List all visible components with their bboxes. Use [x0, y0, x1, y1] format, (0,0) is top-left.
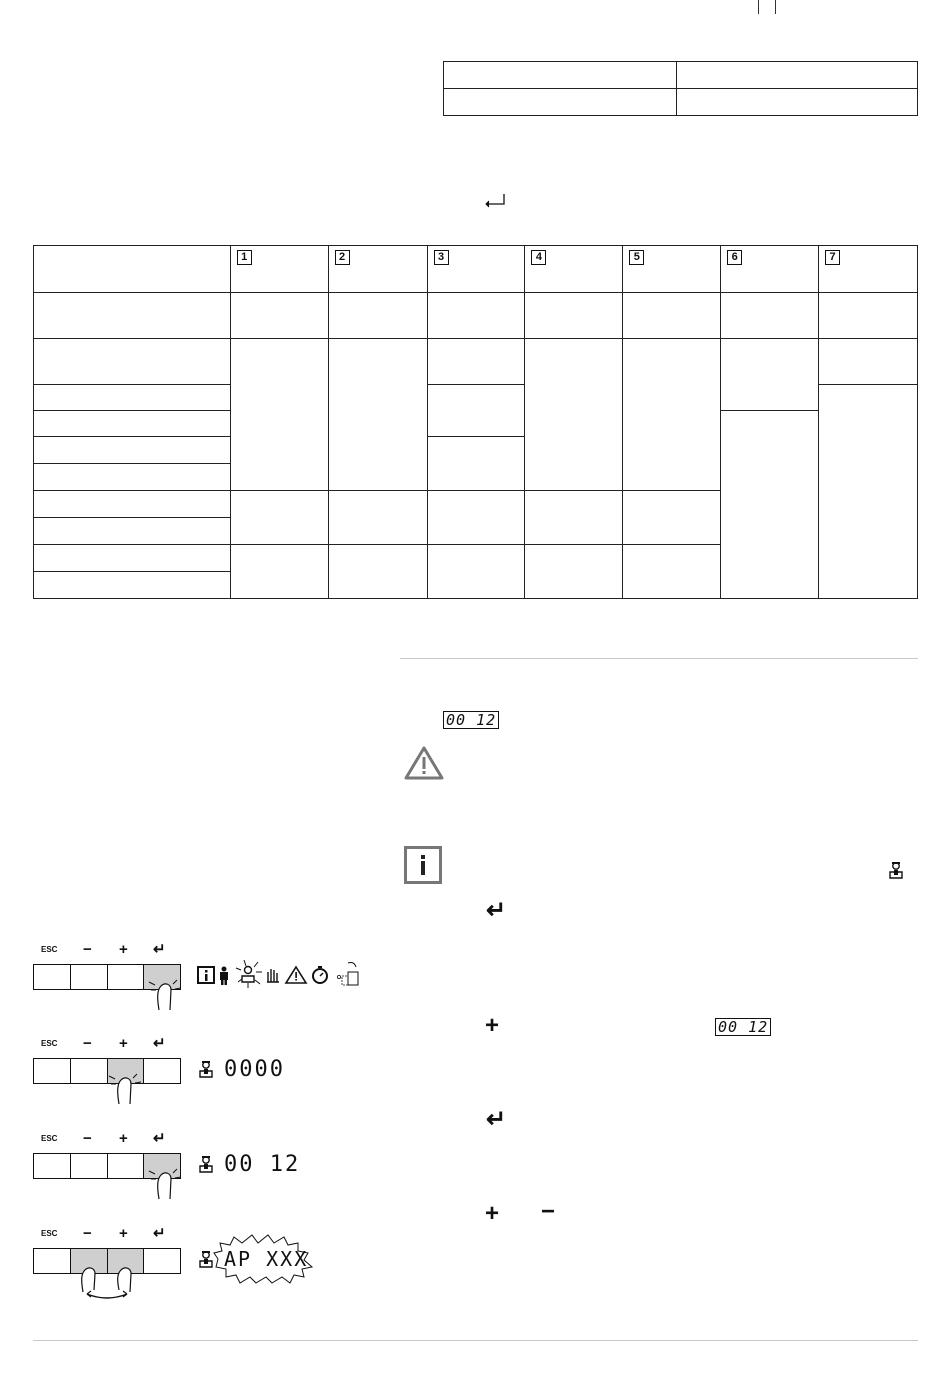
esc-key-label: ESC — [41, 945, 58, 954]
column-number: 6 — [727, 250, 742, 265]
column-number: 1 — [237, 250, 252, 265]
two-finger-press-icon — [73, 1252, 145, 1300]
code-display: AP XXX — [224, 1247, 309, 1271]
column-number: 7 — [825, 250, 840, 265]
plus-key-label: + — [119, 1225, 128, 1242]
esc-key[interactable] — [34, 965, 71, 989]
minus-key[interactable] — [71, 1059, 108, 1083]
table-row — [34, 339, 918, 385]
code-display: 0000 — [224, 1057, 285, 1082]
keypad-step-1 — [33, 942, 183, 1012]
esc-key-label: ESC — [41, 1039, 58, 1048]
info-icon — [198, 967, 214, 983]
keypad-step-2 — [33, 1036, 183, 1106]
enter-key-label: ↵ — [153, 1225, 166, 1242]
plus-key[interactable] — [108, 965, 145, 989]
minus-key[interactable] — [71, 1154, 108, 1178]
esc-key[interactable] — [34, 1154, 71, 1178]
code-display: 00 12 — [715, 1018, 771, 1036]
installer-icon — [888, 861, 904, 879]
section-divider — [400, 658, 918, 659]
page-crop-mark-right — [775, 0, 776, 14]
enter-key-label: ↵ — [153, 941, 166, 958]
menu-icons-row — [196, 958, 368, 992]
enter-key-symbol: ↵ — [486, 897, 507, 924]
settings-matrix-table — [33, 245, 918, 599]
installer-icon — [198, 1060, 214, 1078]
table-row — [34, 293, 918, 339]
column-number: 2 — [335, 250, 350, 265]
page-crop-mark-left — [758, 0, 759, 14]
minus-key-label: − — [83, 941, 92, 958]
plus-key[interactable] — [108, 1154, 145, 1178]
footer-divider — [33, 1340, 918, 1341]
installer-icon — [236, 960, 262, 988]
column-number: 5 — [629, 250, 644, 265]
minus-key-symbol: − — [541, 1198, 556, 1225]
enter-key[interactable] — [144, 1059, 180, 1083]
enter-key-symbol: ↵ — [486, 1106, 507, 1133]
code-display: 00 12 — [224, 1152, 301, 1177]
finger-press-icon — [107, 1062, 143, 1106]
minus-key[interactable] — [71, 965, 108, 989]
column-number: 3 — [434, 250, 449, 265]
keypad-step-4 — [33, 1226, 183, 1301]
finger-press-icon — [147, 968, 183, 1012]
table-row — [444, 62, 918, 89]
esc-key[interactable] — [34, 1249, 71, 1273]
plus-key-label: + — [119, 1130, 128, 1147]
column-number: 4 — [531, 250, 546, 265]
esc-key-label: ESC — [41, 1134, 58, 1143]
hand-icon — [267, 969, 279, 982]
copy-icon — [337, 963, 358, 986]
plus-key-symbol: + — [485, 1200, 500, 1227]
plus-key-label: + — [119, 941, 128, 958]
table-row — [444, 89, 918, 116]
enter-key-label: ↵ — [153, 1130, 166, 1147]
enter-key[interactable] — [144, 1249, 180, 1273]
installer-icon — [198, 1155, 214, 1173]
minus-key-label: − — [83, 1225, 92, 1242]
summary-table — [443, 61, 918, 116]
keypad-step-3 — [33, 1131, 183, 1201]
plus-key-symbol: + — [485, 1012, 500, 1039]
table-header-row — [34, 246, 918, 293]
plus-key-label: + — [119, 1035, 128, 1052]
esc-key[interactable] — [34, 1059, 71, 1083]
timer-icon — [313, 966, 327, 983]
finger-press-icon — [147, 1157, 183, 1201]
warning-icon — [403, 745, 445, 781]
enter-arrow-icon — [484, 193, 508, 209]
esc-key-label: ESC — [41, 1229, 58, 1238]
minus-key-label: − — [83, 1130, 92, 1147]
enter-key-label: ↵ — [153, 1035, 166, 1052]
warning-icon — [286, 967, 306, 983]
code-display: 00 12 — [443, 711, 499, 729]
info-icon — [404, 846, 442, 884]
minus-key-label: − — [83, 1035, 92, 1052]
person-icon — [220, 967, 228, 986]
